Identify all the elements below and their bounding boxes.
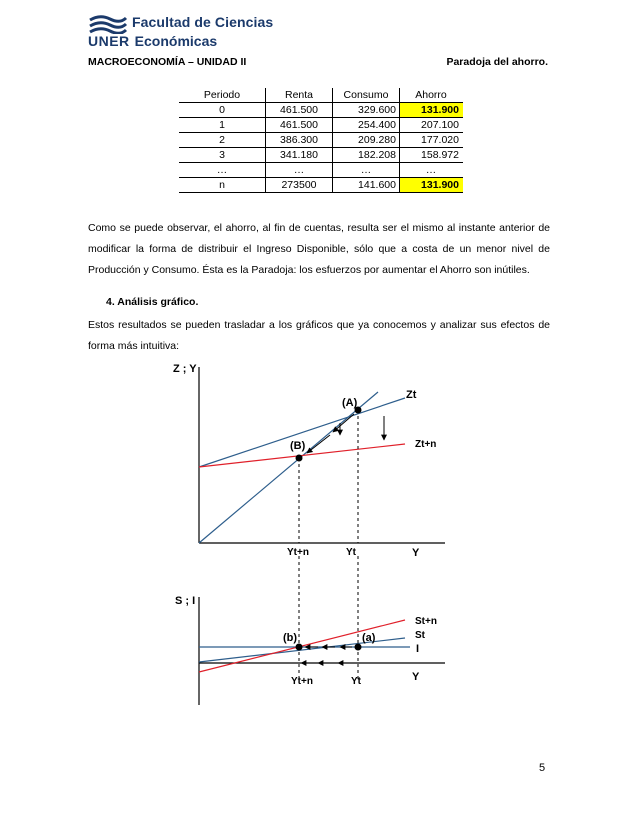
i-label: I [416,643,420,655]
adjust-arrow-3 [307,435,330,453]
paradox-paragraph: Como se puede observar, el ahorro, al fin de cuentas, resulta ser el mismo al instante anterior de modificar la forma de distribuir el Ingreso Disponible, sólo que a costa de un menor nivel de Producción y Consumo. Ésta es la Paradoja: los esfuerzos por aumentar el Ahorro son inútiles. [88,222,550,276]
bottom-tick-yt: Yt [351,676,361,687]
bottom-tick-ytn: Yt+n [291,676,313,687]
top-graph [173,363,445,559]
col-header: Consumo [333,88,400,103]
stn-label: St+n [415,616,437,627]
point-a-label: (A) [342,397,358,409]
table-row: n 273500 141.600 131.900 [179,178,463,193]
table-row: 0 461.500 329.600 131.900 [179,103,463,118]
st-label: St [415,630,425,641]
point-b-small-label: (b) [283,632,298,644]
point-b-dot [296,455,303,462]
top-y-axis-label: Z ; Y [173,363,197,375]
top-tick-ytn: Yt+n [287,547,309,558]
bottom-graph [175,556,445,705]
header-topic: Paradoja del ahorro. [446,56,548,68]
point-b-small-dot [296,644,303,651]
page-number: 5 [539,762,546,774]
ztn-label: Zt+n [415,439,437,450]
adjust-arrow-1 [333,414,354,432]
top-x-axis-label: Y [412,547,420,559]
45-degree-line [199,392,378,543]
table-row: 1 461.500 254.400 207.100 [179,118,463,133]
point-b-label: (B) [290,440,306,452]
col-header: Ahorro [400,88,464,103]
table-row: 3 341.180 182.208 158.972 [179,148,463,163]
table-row: 2 386.300 209.280 177.020 [179,133,463,148]
intro-paragraph: Estos resultados se pueden trasladar a los gráficos que ya conocemos y analizar sus efectos de forma más intuitiva: [88,319,550,352]
col-header: Periodo [179,88,266,103]
bottom-y-axis-label: S ; I [175,595,196,607]
header-course: MACROECONOMÍA – UNIDAD II [88,56,247,68]
point-a-small-dot [355,644,362,651]
col-header: Renta [266,88,333,103]
point-a-small-label: (a) [362,632,376,644]
zt-label: Zt [406,389,417,401]
section-heading: 4. Análisis gráfico. [106,296,199,308]
table-row: … … … … [179,163,463,178]
logo-line1: Facultad de Ciencias [132,14,274,30]
top-tick-yt: Yt [346,547,356,558]
logo-line2: UNER Económicas [88,33,218,49]
bottom-x-axis-label: Y [412,671,420,683]
